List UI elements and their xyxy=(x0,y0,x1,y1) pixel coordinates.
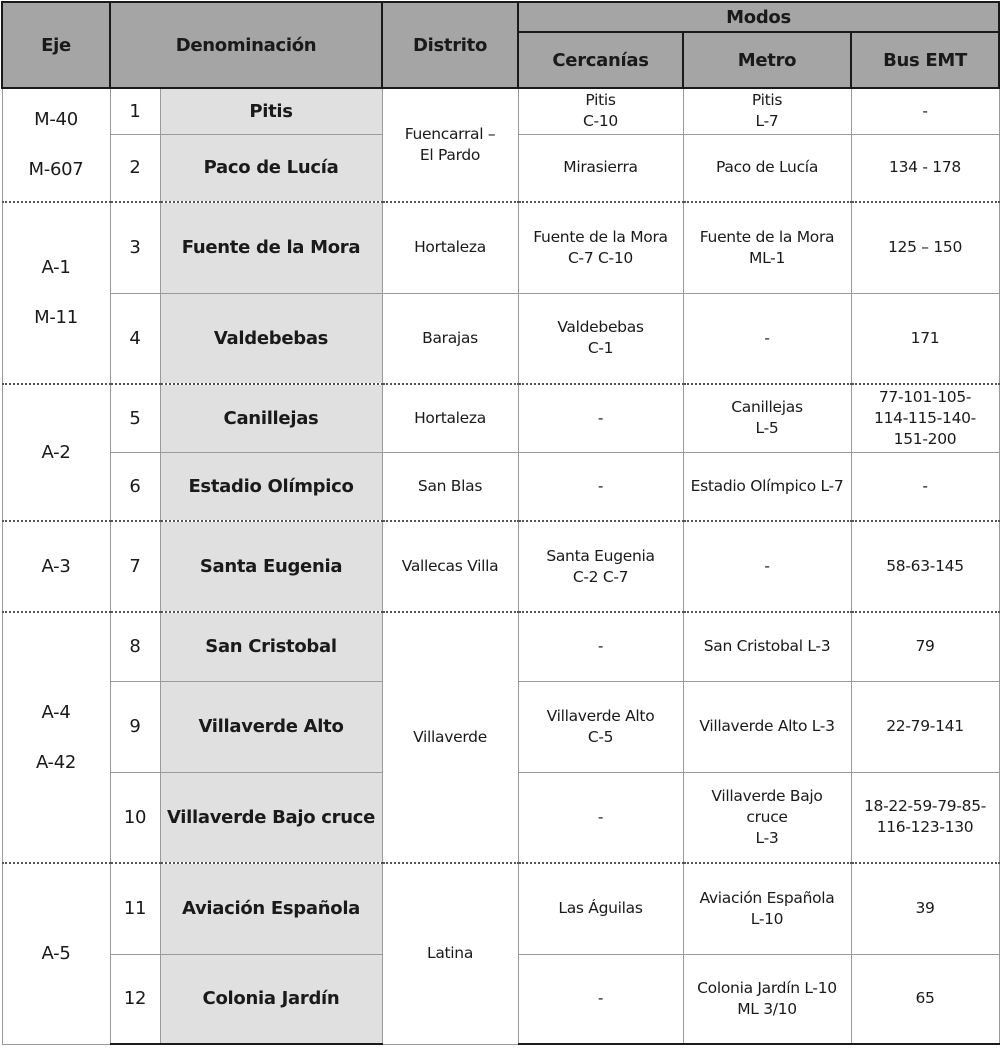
metro-cell: - xyxy=(683,293,851,384)
header-eje: Eje xyxy=(2,2,110,88)
bus-cell: 77-101-105- 114-115-140- 151-200 xyxy=(851,384,999,452)
metro-cell: Canillejas L-5 xyxy=(683,384,851,452)
cercanias-cell: - xyxy=(518,612,683,681)
station-number: 5 xyxy=(110,384,160,452)
cercanias-cell: Fuente de la Mora C-7 C-10 xyxy=(518,202,683,293)
bus-cell: 39 xyxy=(851,863,999,954)
stations-table xyxy=(1,1,1000,1045)
district-cell: Vallecas Villa xyxy=(382,521,518,612)
metro-cell: Colonia Jardín L-10 ML 3/10 xyxy=(683,954,851,1044)
metro-cell: Paco de Lucía xyxy=(683,134,851,202)
metro-cell: Villaverde Alto L-3 xyxy=(683,681,851,772)
district-cell: San Blas xyxy=(382,452,518,521)
eje-cell: A-3 xyxy=(2,521,110,612)
cercanias-cell: Pitis C-10 xyxy=(518,88,683,134)
eje-cell: A-2 xyxy=(2,384,110,521)
metro-cell: - xyxy=(683,521,851,612)
district-cell: Fuencarral – El Pardo xyxy=(382,88,518,202)
eje-cell: A-4 A-42 xyxy=(2,612,110,863)
bus-cell: 171 xyxy=(851,293,999,384)
header-denominacion: Denominación xyxy=(110,2,382,88)
station-name: San Cristobal xyxy=(160,612,382,681)
district-cell: Villaverde xyxy=(382,612,518,863)
station-number: 1 xyxy=(110,88,160,134)
cercanias-cell: - xyxy=(518,384,683,452)
district-cell: Hortaleza xyxy=(382,202,518,293)
district-cell: Barajas xyxy=(382,293,518,384)
header-metro: Metro xyxy=(683,32,851,88)
metro-cell: Pitis L-7 xyxy=(683,88,851,134)
bus-cell: - xyxy=(851,452,999,521)
cercanias-cell: Las Águilas xyxy=(518,863,683,954)
district-cell: Hortaleza xyxy=(382,384,518,452)
station-name: Paco de Lucía xyxy=(160,134,382,202)
station-name: Villaverde Bajo cruce xyxy=(160,772,382,863)
bus-cell: 65 xyxy=(851,954,999,1044)
station-name: Fuente de la Mora xyxy=(160,202,382,293)
station-name: Aviación Española xyxy=(160,863,382,954)
metro-cell: Aviación Española L-10 xyxy=(683,863,851,954)
station-number: 2 xyxy=(110,134,160,202)
station-number: 12 xyxy=(110,954,160,1044)
station-number: 9 xyxy=(110,681,160,772)
cercanias-cell: - xyxy=(518,452,683,521)
station-number: 10 xyxy=(110,772,160,863)
station-number: 7 xyxy=(110,521,160,612)
bus-cell: 58-63-145 xyxy=(851,521,999,612)
station-name: Pitis xyxy=(160,88,382,134)
station-number: 8 xyxy=(110,612,160,681)
bus-cell: 18-22-59-79-85- 116-123-130 xyxy=(851,772,999,863)
metro-cell: Estadio Olímpico L-7 xyxy=(683,452,851,521)
station-number: 11 xyxy=(110,863,160,954)
district-cell: Latina xyxy=(382,863,518,1044)
bus-cell: 134 - 178 xyxy=(851,134,999,202)
cercanias-cell: - xyxy=(518,954,683,1044)
metro-cell: Fuente de la Mora ML-1 xyxy=(683,202,851,293)
cercanias-cell: - xyxy=(518,772,683,863)
station-name: Santa Eugenia xyxy=(160,521,382,612)
eje-cell: A-5 xyxy=(2,863,110,1044)
header-bus: Bus EMT xyxy=(851,32,999,88)
station-name: Canillejas xyxy=(160,384,382,452)
station-name: Estadio Olímpico xyxy=(160,452,382,521)
bus-cell: 125 – 150 xyxy=(851,202,999,293)
cercanias-cell: Mirasierra xyxy=(518,134,683,202)
cercanias-cell: Santa Eugenia C-2 C-7 xyxy=(518,521,683,612)
station-number: 3 xyxy=(110,202,160,293)
header-cercanias: Cercanías xyxy=(518,32,683,88)
header-distrito: Distrito xyxy=(382,2,518,88)
eje-cell: A-1 M-11 xyxy=(2,202,110,384)
metro-cell: San Cristobal L-3 xyxy=(683,612,851,681)
station-number: 6 xyxy=(110,452,160,521)
station-name: Villaverde Alto xyxy=(160,681,382,772)
station-number: 4 xyxy=(110,293,160,384)
bus-cell: 22-79-141 xyxy=(851,681,999,772)
bus-cell: - xyxy=(851,88,999,134)
metro-cell: Villaverde Bajo cruce L-3 xyxy=(683,772,851,863)
cercanias-cell: Valdebebas C-1 xyxy=(518,293,683,384)
cercanias-cell: Villaverde Alto C-5 xyxy=(518,681,683,772)
header-modos: Modos xyxy=(518,2,999,32)
bus-cell: 79 xyxy=(851,612,999,681)
station-name: Colonia Jardín xyxy=(160,954,382,1044)
station-name: Valdebebas xyxy=(160,293,382,384)
eje-cell: M-40 M-607 xyxy=(2,88,110,202)
